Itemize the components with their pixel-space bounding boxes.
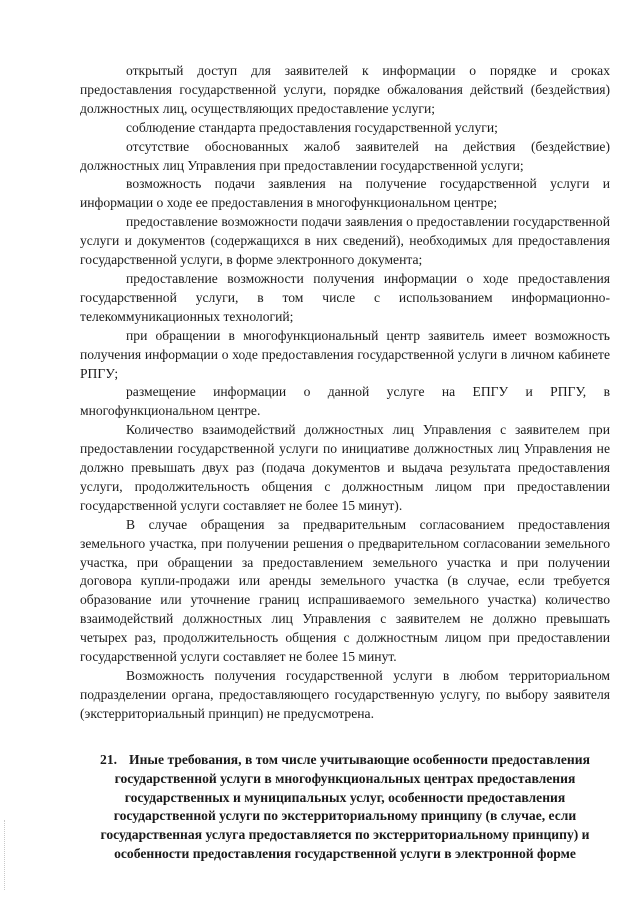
paragraph-extraterritorial: Возможность получения государственной услуги в любом территориальном подразделении органа, предоставляющего государственную услугу, по выбору заявителя (экстерриториальный принцип) не предусмотрена.	[80, 668, 610, 721]
paragraph-standard-compliance: соблюдение стандарта предоставления государственной услуги;	[126, 119, 498, 135]
section-spacer	[80, 724, 610, 751]
paragraph-electronic-application: предоставление возможности подачи заявления о предоставлении государственной услуги и документов (содержащихся в них сведений), необходимых для предоставления государственной услуги, в форме электронного документа;	[80, 214, 610, 268]
margin-scan-mark	[4, 820, 6, 890]
paragraph-mfc-application: возможность подачи заявления на получение государственной услуги и информации о ходе ее предоставления в многофункциональном центре;	[80, 176, 610, 211]
paragraph-no-complaints: отсутствие обоснованных жалоб заявителей на действия (бездействие) должностных лиц Управления при предоставлении государственной услуги;	[80, 138, 610, 173]
paragraph-open-access: открытый доступ для заявителей к информации о порядке и сроках предоставления государственной услуги, порядке обжалования действий (бездействия) должностных лиц, осуществляющих предоставление услуги;	[80, 63, 610, 116]
paragraph-land-plot-interactions: В случае обращения за предварительным согласованием предоставления земельного участка, при получении решения о предварительном согласовании земельного участка, при обращении за предоставлением земельного участка и при получении договора купли-продажи или аренды земельного участка (в случае, если требуется образование или уточнение границ испрашиваемого земельного участка) количество взаимодействий должностных лиц Управления с заявителем не должно превышать четырех раз, продолжительность общения с должностным лицом при предоставлении государственной услуги составляет не более 15 минут.	[80, 516, 610, 665]
paragraph-interaction-count: Количество взаимодействий должностных лиц Управления с заявителем при предоставлении государственной услуги по инициативе должностных лиц Управления не должно превышать двух раз (подача документов и выдача результата предоставления услуги, продолжительность общения с должностным лицом при предоставлении государственной услуги составляет не более 15 минут).	[80, 422, 610, 513]
section-heading	[80, 751, 610, 864]
paragraph-progress-info: предоставление возможности получения информации о ходе предоставления государственной услуги, в том числе с использованием информационно-телекоммуникационных технологий;	[80, 270, 610, 324]
paragraph-info-placement: размещение информации о данной услуге на ЕПГУ и РПГУ, в многофункциональном центре.	[80, 384, 610, 419]
section-title: Иные требования, в том числе учитывающие особенности предоставления государственной услуги в многофункциональных центрах предоставления государственных и муниципальных услуг, особенности предоставления государственной услуги по экстерриториальному принципу (в случае, если государственная услуга предоставляется по экстерриториальному принципу) и особенности предоставления государственной услуги в электронной форме	[100, 751, 590, 862]
section-number: 21.	[100, 751, 118, 767]
paragraph-rpgu-cabinet: при обращении в многофункциональный центр заявитель имеет возможность получения информации о ходе предоставления государственной услуги в личном кабинете РПГУ;	[80, 327, 610, 381]
